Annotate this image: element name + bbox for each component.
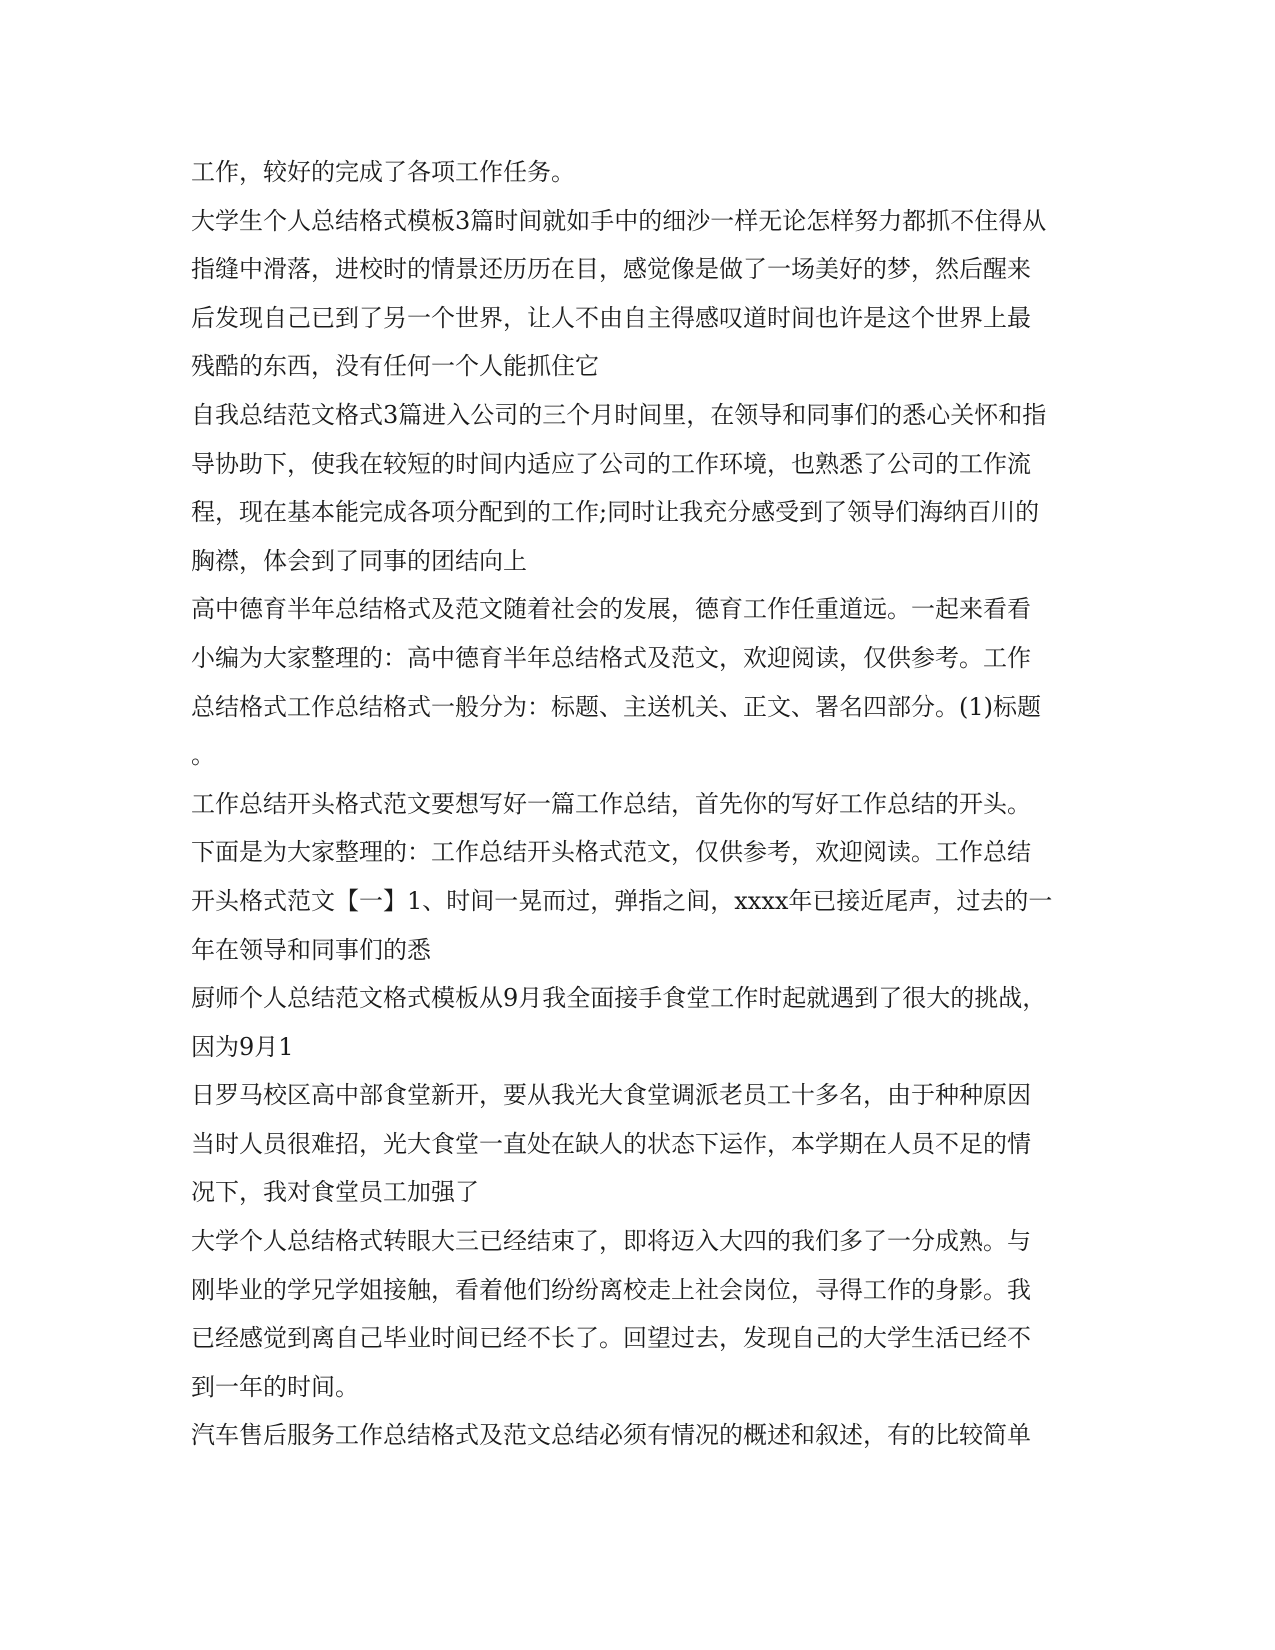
text-line: 小编为大家整理的：高中德育半年总结格式及范文，欢迎阅读，仅供参考。工作 [191, 643, 1031, 672]
text-line: 导协助下，使我在较短的时间内适应了公司的工作环境，也熟悉了公司的工作流 [191, 449, 1031, 478]
text-line: 已经感觉到离自己毕业时间已经不长了。回望过去，发现自己的大学生活已经不 [191, 1324, 1031, 1353]
text-line: 。 [191, 741, 215, 770]
text-line: 因为9月1 [191, 1032, 294, 1061]
text-line: 日罗马校区高中部食堂新开，要从我光大食堂调派老员工十多名，由于种种原因 [191, 1081, 1031, 1110]
text-line: 年在领导和同事们的悉 [191, 935, 431, 964]
text-line: 总结格式工作总结格式一般分为：标题、主送机关、正文、署名四部分。(1)标题 [191, 692, 1041, 721]
document-body [191, 148, 1081, 1460]
text-line: 下面是为大家整理的：工作总结开头格式范文，仅供参考，欢迎阅读。工作总结 [191, 838, 1031, 867]
text-line: 残酷的东西，没有任何一个人能抓住它 [191, 352, 599, 381]
text-line: 工作，较好的完成了各项工作任务。 [191, 158, 575, 186]
text-line: 程，现在基本能完成各项分配到的工作;同时让我充分感受到了领导们海纳百川的 [191, 498, 1040, 527]
text-line: 指缝中滑落，进校时的情景还历历在目，感觉像是做了一场美好的梦，然后醒来 [191, 255, 1031, 284]
text-line: 刚毕业的学兄学姐接触，看着他们纷纷离校走上社会岗位，寻得工作的身影。我 [191, 1275, 1031, 1304]
text-line: 大学生个人总结格式模板3篇时间就如手中的细沙一样无论怎样努力都抓不住得从 [191, 206, 1047, 235]
text-line: 高中德育半年总结格式及范文随着社会的发展，德育工作任重道远。一起来看看 [191, 595, 1031, 624]
text-line: 开头格式范文【一】1、时间一晃而过，弹指之间，xxxx年已接近尾声，过去的一 [191, 886, 1053, 915]
text-line: 自我总结范文格式3篇进入公司的三个月时间里，在领导和同事们的悉心关怀和指 [191, 400, 1047, 429]
text-line: 后发现自己已到了另一个世界，让人不由自主得感叹道时间也许是这个世界上最 [191, 303, 1031, 332]
text-line: 到一年的时间。 [191, 1372, 359, 1401]
text-line: 厨师个人总结范文格式模板从9月我全面接手食堂工作时起就遇到了很大的挑战， [191, 984, 1047, 1013]
text-line: 况下，我对食堂员工加强了 [191, 1178, 479, 1207]
text-line: 工作总结开头格式范文要想写好一篇工作总结，首先你的写好工作总结的开头。 [191, 789, 1031, 818]
text-line: 汽车售后服务工作总结格式及范文总结必须有情况的概述和叙述，有的比较简单 [191, 1421, 1031, 1450]
text-line: 当时人员很难招，光大食堂一直处在缺人的状态下运作，本学期在人员不足的情 [191, 1129, 1031, 1158]
text-line: 胸襟，体会到了同事的团结向上 [191, 546, 527, 575]
text-line: 大学个人总结格式转眼大三已经结束了，即将迈入大四的我们多了一分成熟。与 [191, 1227, 1031, 1256]
